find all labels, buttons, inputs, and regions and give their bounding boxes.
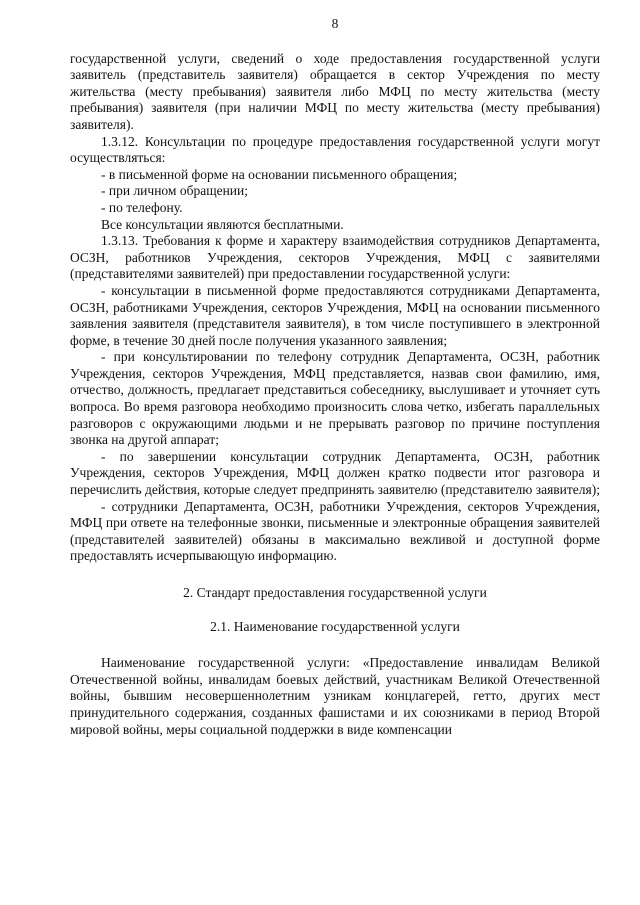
paragraph-1-3-12: 1.3.12. Консультации по процедуре предоставления государственной услуги могут осуществляться: xyxy=(70,133,600,166)
paragraph-continuation: государственной услуги, сведений о ходе предоставления государственной услуги заявитель (представитель заявителя) обращается в сектор Учреждения по месту жительства (месту пребывания) заявителя либо МФЦ по месту жительства (месту пребывания) заявителя (при наличии МФЦ по месту жительства (месту пребывания) заявителя). xyxy=(70,50,600,132)
section-heading: 2. Стандарт предоставления государственной услуги xyxy=(183,585,487,600)
list-item-written-form: - в письменной форме на основании письменного обращения; xyxy=(101,166,458,182)
page-number: 8 xyxy=(331,16,339,31)
list-item-personal-visit: - при личном обращении; xyxy=(101,183,249,199)
paragraph-1-3-13: 1.3.13. Требования к форме и характеру взаимодействия сотрудников Департамента, ОСЗН, работников Учреждения, секторов Учреждения, МФЦ с заявителями (представителями заявителей) при предоставлении государственной услуги: xyxy=(70,233,600,282)
paragraph-free-consultations: Все консультации являются бесплатными. xyxy=(101,216,344,232)
list-item-consultation-summary: - по завершении консультации сотрудник Департамента, ОСЗН, работник Учреждения, секторов Учреждения, МФЦ должен кратко подвести итог разговора и перечислить действия, которые следует предпринять заявителю (представителю заявителя); xyxy=(70,448,600,498)
subsection-heading: 2.1. Наименование государственной услуги xyxy=(210,618,460,634)
paragraph-service-name: Наименование государственной услуги: «Предоставление инвалидам Великой Отечественной войны, инвалидам боевых действий, участникам Великой Отечественной войны, бывшим несовершеннолетним узникам концлагерей, гетто, других мест принудительного содержания, созданных фашистами и их союзниками в период Второй мировой войны, меры социальной поддержки в виде компенсации xyxy=(70,655,600,737)
list-item-phone: - по телефону. xyxy=(101,199,183,215)
list-item-polite-response: - сотрудники Департамента, ОСЗН, работники Учреждения, секторов Учреждения, МФЦ при ответе на телефонные звонки, письменные и электронные обращения заявителей (представителей заявителей) обязаны в максимально вежливой и доступной форме предоставлять исчерпывающую информацию. xyxy=(70,498,600,564)
list-item-written-consultations: - консультации в письменной форме предоставляются сотрудниками Департамента, ОСЗН, работниками Учреждения, секторов Учреждения, МФЦ на основании письменного заявления заявителя (представителя заявителя), в том числе поступившего в электронной форме, в течение 30 дней после получения указанного заявления; xyxy=(70,282,600,348)
list-item-phone-consultations: - при консультировании по телефону сотрудник Департамента, ОСЗН, работник Учреждения, секторов Учреждения, МФЦ представляется, назвав свои фамилию, имя, отчество, должность, предлагает представиться собеседнику, выслушивает и уточняет суть вопроса. Во время разговора необходимо произносить слова четко, избегать параллельных разговоров с окружающими людьми и не прерывать разговор по причине поступления звонка на другой аппарат; xyxy=(70,349,600,448)
